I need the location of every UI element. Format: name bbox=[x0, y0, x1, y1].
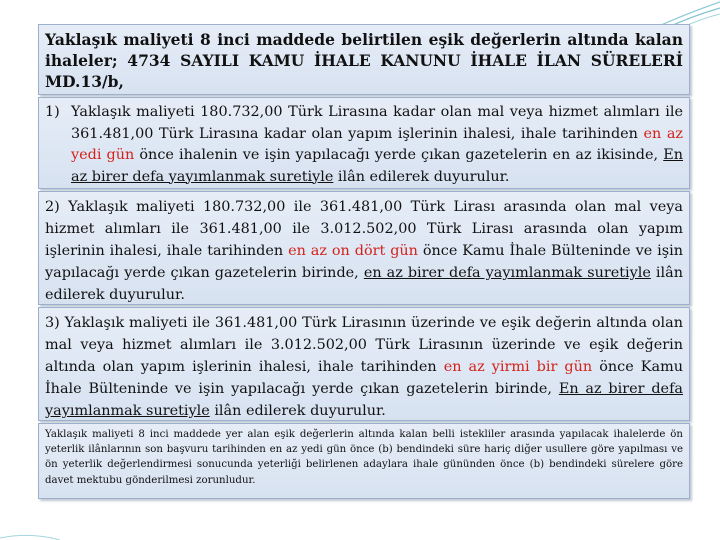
item-2-after: ilân edilerek duyurulur. bbox=[45, 265, 683, 303]
item-2-middle: önce Kamu İhale Bülteninde ve işin yapılacağı yerde çıkan gazetelerin birinde, bbox=[45, 243, 683, 281]
item-3-underlined: En az birer defa yayımlanmak suretiyle bbox=[45, 381, 683, 419]
item-3-text bbox=[45, 312, 683, 422]
item-1-box bbox=[38, 97, 690, 189]
item-3-after: ilân edilerek duyurulur. bbox=[209, 403, 386, 419]
item-3-highlight: en az yirmi bir gün bbox=[443, 359, 593, 375]
item-1-before: Yaklaşık maliyeti 180.732,00 Türk Lirasına kadar olan mal veya hizmet alımları ile 361.481,00 Türk Lirasına kadar olan yapım işlerinin ihalesi, ihale tarihinden bbox=[71, 104, 683, 142]
item-1-highlight: en az yedi gün bbox=[71, 125, 683, 163]
item-2-before: 2) Yaklaşık maliyeti 180.732,00 ile 361.481,00 Türk Lirası arasında olan mal veya hizmet alımları ile 361.481,00 ile 3.012.502,00 Türk Lirası arasında olan yapım işlerinin ihalesi, ihale tarihinden bbox=[45, 199, 683, 259]
item-1-underlined: En az birer defa yayımlanmak suretiyle bbox=[71, 147, 683, 185]
item-1-text bbox=[71, 102, 683, 188]
item-3-before: 3) Yaklaşık maliyeti ile 361.481,00 Türk Lirasının üzerinde ve eşik değerin altında olan mal veya hizmet alımları ile 3.012.502,00 Türk Lirasının üzerinde ve eşik değerin altında olan yapım işlerinin ihalesi, ihale tarihinden bbox=[45, 315, 683, 375]
item-1-middle: önce ihalenin ve işin yapılacağı yerde çıkan gazetelerin en az ikisinde, bbox=[134, 147, 664, 163]
item-3-box bbox=[38, 307, 690, 421]
item-2-box bbox=[38, 191, 690, 305]
corner-decoration-bottom bbox=[0, 530, 60, 540]
heading-text: Yaklaşık maliyeti 8 inci maddede belirtilen eşik değerlerin altında kalan ihaleler; 4734 SAYILI KAMU İHALE KANUNU İHALE İLAN SÜRELERİ MD.13/b, bbox=[45, 30, 683, 91]
item-3-middle: önce Kamu İhale Bülteninde ve işin yapılacağı yerde çıkan gazetelerin birinde, bbox=[45, 359, 684, 397]
item-2-highlight: en az on dört gün bbox=[288, 243, 418, 259]
item-2-underlined: en az birer defa yayımlanmak suretiyle bbox=[363, 265, 651, 281]
note-box bbox=[38, 423, 690, 499]
item-2-text bbox=[45, 196, 683, 306]
item-1-number: 1) bbox=[45, 104, 60, 120]
heading-box bbox=[38, 24, 690, 95]
note-text: Yaklaşık maliyeti 8 inci maddede yer alan eşik değerlerin altında kalan belli istekliler arasında yapılacak ihalelerde ön yeterlik ilânlarının son başvuru tarihinden en az yedi gün önce (b) bendindeki süre hariç diğer usullere göre yapılması ve ön yeterlik değerlendirmesi sonucunda yeterliği belirlenen adaylara ihale gününden önce (b) bendindeki sürelere göre davet mektubu gönderilmesi zorunludur. bbox=[45, 429, 683, 486]
item-1-after: ilân edilerek duyurulur. bbox=[333, 168, 510, 185]
